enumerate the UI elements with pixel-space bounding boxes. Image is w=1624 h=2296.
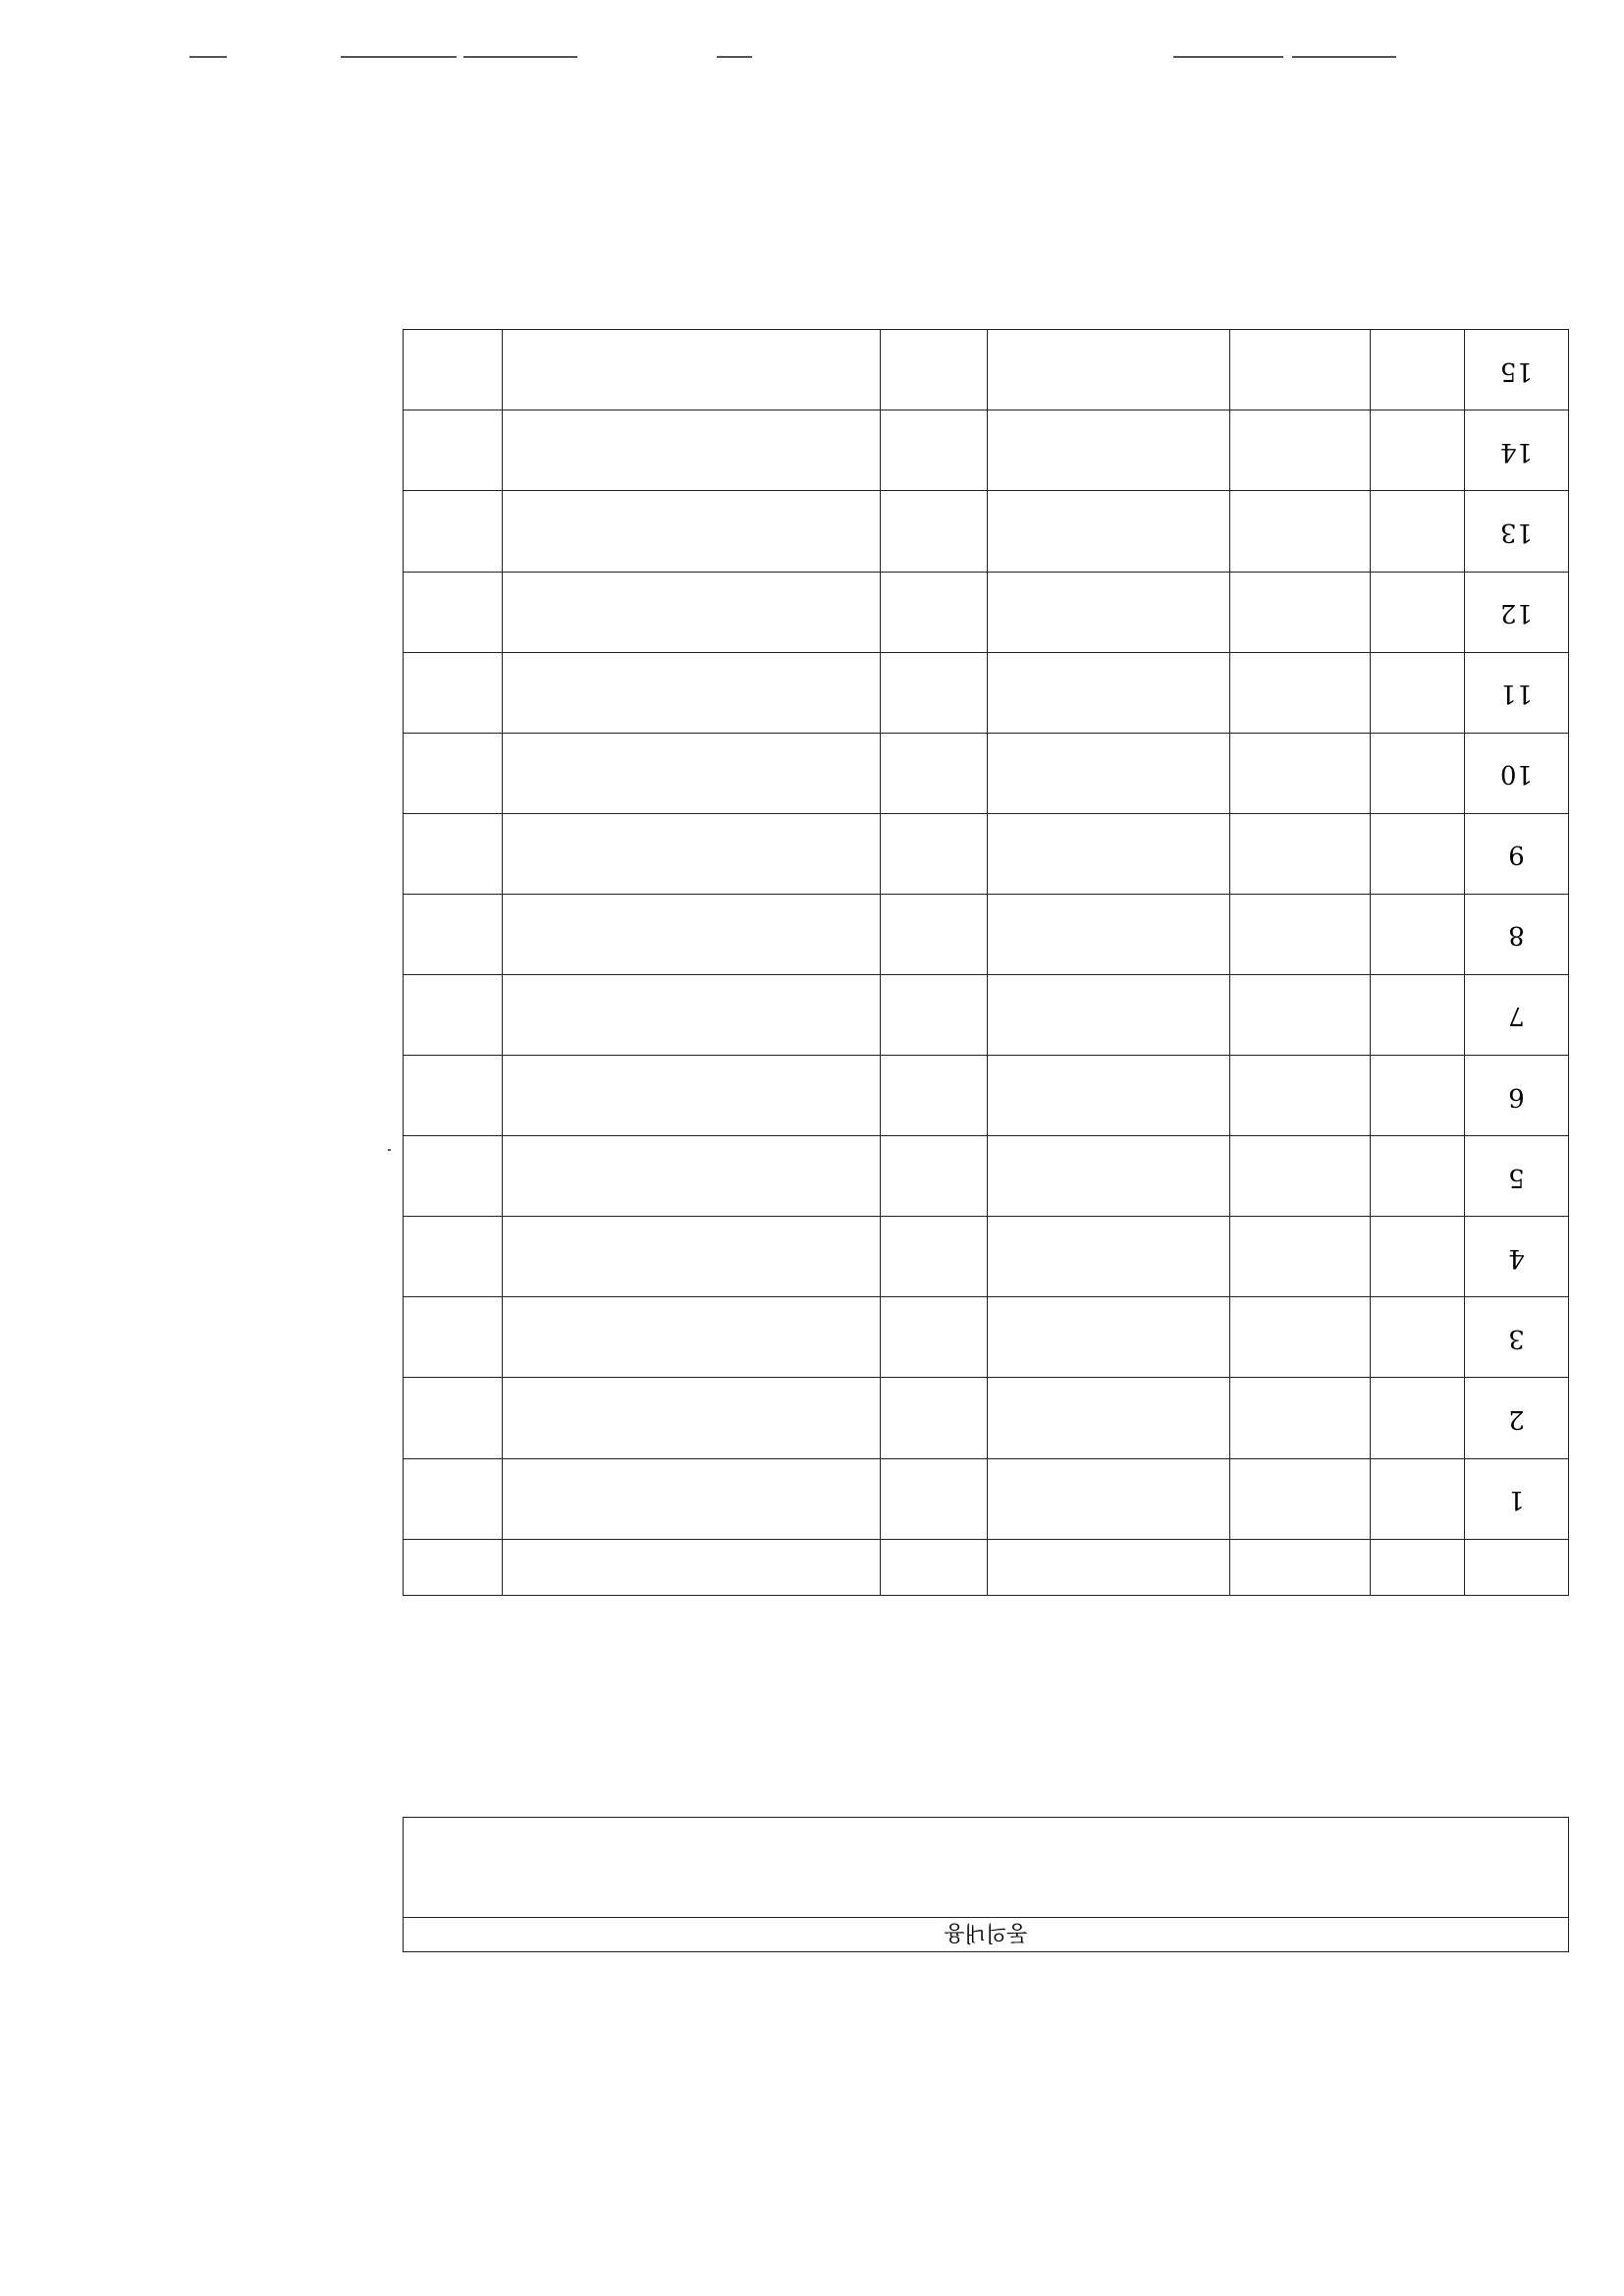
col-3-cell — [1229, 813, 1370, 894]
col-2-cell — [1371, 974, 1465, 1055]
col-3-cell — [1229, 1458, 1370, 1539]
table-row — [404, 1458, 1569, 1539]
col-4-cell — [987, 330, 1229, 410]
col-7-cell — [404, 1136, 503, 1217]
signature-table — [403, 329, 1569, 1596]
col-2-cell — [1371, 1136, 1465, 1217]
row-number-cell: 1 — [1465, 1458, 1569, 1539]
col-3-cell — [1229, 410, 1370, 491]
col-4-cell — [987, 572, 1229, 652]
table-row — [404, 330, 1569, 410]
col-4-cell — [987, 652, 1229, 733]
row-number-cell: 10 — [1465, 733, 1569, 813]
col-6-cell — [502, 330, 880, 410]
col-2-cell — [1371, 410, 1465, 491]
table-row — [404, 1056, 1569, 1136]
col-4-cell — [987, 813, 1229, 894]
col-2-cell — [1371, 1217, 1465, 1297]
row-number-cell: 2 — [1465, 1378, 1569, 1458]
col-3-cell — [1229, 572, 1370, 652]
col-6-cell — [502, 1056, 880, 1136]
consent-text — [404, 1819, 1568, 1917]
col-5-cell — [880, 330, 987, 410]
col-6-cell — [502, 410, 880, 491]
table-row — [404, 733, 1569, 813]
col-7-cell — [404, 813, 503, 894]
col-5-cell — [880, 733, 987, 813]
col-7-cell — [404, 894, 503, 974]
col-3-cell — [1229, 1217, 1370, 1297]
col-7-cell — [404, 974, 503, 1055]
col-6-cell — [502, 974, 880, 1055]
col-6-cell — [502, 733, 880, 813]
col-2-cell — [1371, 572, 1465, 652]
col-2-cell — [1371, 813, 1465, 894]
col-5-cell — [880, 1056, 987, 1136]
col-2-cell — [1371, 894, 1465, 974]
consent-box — [403, 1817, 1569, 1952]
col-4-cell — [987, 1378, 1229, 1458]
col-4-cell — [987, 491, 1229, 572]
col-2-cell — [1371, 1378, 1465, 1458]
col-4-cell — [987, 1136, 1229, 1217]
scan-mark — [341, 56, 457, 58]
col-5-cell — [880, 652, 987, 733]
col-4-cell — [987, 733, 1229, 813]
col-6-cell — [502, 652, 880, 733]
col-5-cell — [880, 894, 987, 974]
col-6-cell — [502, 572, 880, 652]
scan-mark — [463, 56, 577, 58]
col-2-cell — [1371, 491, 1465, 572]
table-row — [404, 894, 1569, 974]
row-number-cell: 9 — [1465, 813, 1569, 894]
col-7-cell — [404, 733, 503, 813]
row-number-cell: 7 — [1465, 974, 1569, 1055]
col-5-cell — [880, 572, 987, 652]
col-5-cell — [880, 1458, 987, 1539]
row-number-cell: 6 — [1465, 1056, 1569, 1136]
col-4-cell — [987, 974, 1229, 1055]
row-number-cell: 8 — [1465, 894, 1569, 974]
signature-table-body — [404, 330, 1569, 1596]
col-6-cell — [502, 1378, 880, 1458]
col-2-cell — [1371, 652, 1465, 733]
row-number-cell: 13 — [1465, 491, 1569, 572]
col-6-cell — [502, 894, 880, 974]
col-7-cell — [404, 572, 503, 652]
header-cell — [502, 1539, 880, 1595]
table-row — [404, 813, 1569, 894]
table-row — [404, 1217, 1569, 1297]
col-5-cell — [880, 813, 987, 894]
row-number-cell: 15 — [1465, 330, 1569, 410]
col-3-cell — [1229, 1378, 1370, 1458]
table-row — [404, 410, 1569, 491]
col-4-cell — [987, 1458, 1229, 1539]
col-5-cell — [880, 974, 987, 1055]
header-cell — [987, 1539, 1229, 1595]
col-3-cell — [1229, 733, 1370, 813]
col-6-cell — [502, 1458, 880, 1539]
col-4-cell — [987, 1217, 1229, 1297]
col-7-cell — [404, 410, 503, 491]
table-row — [404, 1297, 1569, 1378]
row-number-cell: 3 — [1465, 1297, 1569, 1378]
col-6-cell — [502, 1217, 880, 1297]
header-cell — [1371, 1539, 1465, 1595]
col-3-cell — [1229, 1297, 1370, 1378]
col-7-cell — [404, 1217, 503, 1297]
col-5-cell — [880, 491, 987, 572]
col-5-cell — [880, 1297, 987, 1378]
col-6-cell — [502, 1297, 880, 1378]
table-row — [404, 974, 1569, 1055]
col-7-cell — [404, 652, 503, 733]
scan-mark — [388, 1149, 391, 1151]
table-header-row — [404, 1539, 1569, 1595]
col-7-cell — [404, 1297, 503, 1378]
header-cell — [1229, 1539, 1370, 1595]
col-3-cell — [1229, 491, 1370, 572]
col-7-cell — [404, 491, 503, 572]
scan-mark — [1292, 56, 1396, 58]
row-number-cell: 14 — [1465, 410, 1569, 491]
col-2-cell — [1371, 733, 1465, 813]
consent-label: 동의내용 — [404, 1917, 1568, 1951]
col-3-cell — [1229, 652, 1370, 733]
col-6-cell — [502, 813, 880, 894]
col-6-cell — [502, 1136, 880, 1217]
col-3-cell — [1229, 1056, 1370, 1136]
scan-mark — [1173, 56, 1283, 58]
col-7-cell — [404, 330, 503, 410]
col-5-cell — [880, 1136, 987, 1217]
table-row — [404, 652, 1569, 733]
table-row — [404, 1136, 1569, 1217]
col-6-cell — [502, 491, 880, 572]
col-3-cell — [1229, 974, 1370, 1055]
col-2-cell — [1371, 1458, 1465, 1539]
col-2-cell — [1371, 1297, 1465, 1378]
row-number-cell: 11 — [1465, 652, 1569, 733]
table-row — [404, 1378, 1569, 1458]
col-3-cell — [1229, 330, 1370, 410]
col-2-cell — [1371, 1056, 1465, 1136]
scan-mark — [189, 56, 227, 58]
header-cell — [1465, 1539, 1569, 1595]
col-4-cell — [987, 1056, 1229, 1136]
table-row — [404, 572, 1569, 652]
col-7-cell — [404, 1458, 503, 1539]
header-cell — [880, 1539, 987, 1595]
row-number-cell: 5 — [1465, 1136, 1569, 1217]
col-3-cell — [1229, 894, 1370, 974]
col-5-cell — [880, 1378, 987, 1458]
col-3-cell — [1229, 1136, 1370, 1217]
header-cell — [404, 1539, 503, 1595]
col-5-cell — [880, 410, 987, 491]
row-number-cell: 12 — [1465, 572, 1569, 652]
row-number-cell: 4 — [1465, 1217, 1569, 1297]
col-2-cell — [1371, 330, 1465, 410]
col-5-cell — [880, 1217, 987, 1297]
col-4-cell — [987, 894, 1229, 974]
table-row — [404, 491, 1569, 572]
scan-mark — [717, 56, 752, 58]
col-4-cell — [987, 410, 1229, 491]
col-7-cell — [404, 1056, 503, 1136]
col-4-cell — [987, 1297, 1229, 1378]
col-7-cell — [404, 1378, 503, 1458]
